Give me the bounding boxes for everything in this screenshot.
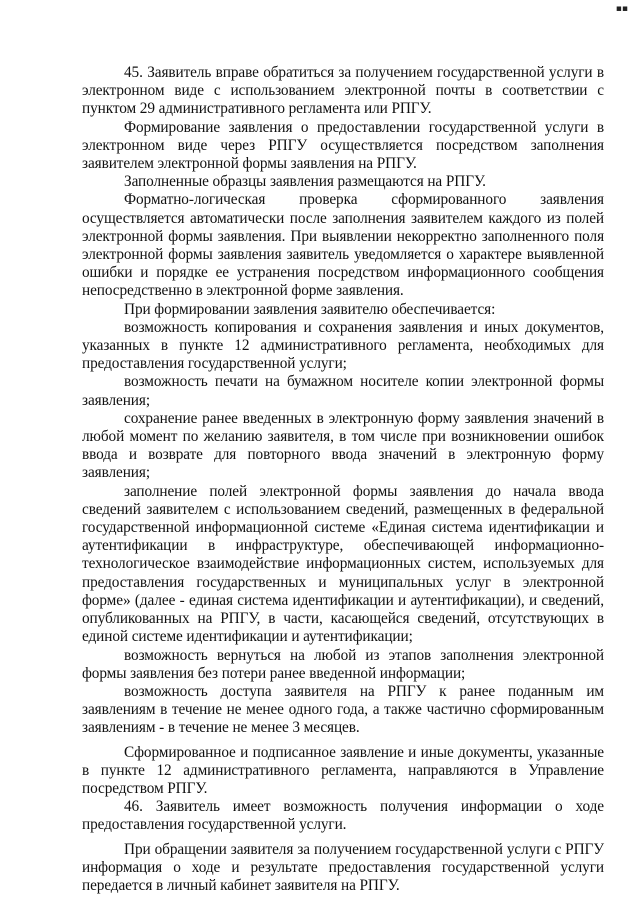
- paragraph-46: 46. Заявитель имеет возможность получения информации о ходе предоставления государственной услуги.: [82, 798, 604, 834]
- paragraph-submitted: Сформированное и подписанное заявление и иные документы, указанные в пункте 12 административного регламента, направляются в Управление посредством РПГУ.: [82, 743, 604, 797]
- paragraph-format-check: Форматно-логическая проверка сформированного заявления осуществляется автоматически после заполнения заявителем каждого из полей электронной формы заявления. При выявлении некорректно заполненного поля электронной формы заявления заявитель уведомляется о характере выявленной ошибки и порядке ее устранения посредством информационного сообщения непосредственно в электронной форме заявления.: [82, 191, 604, 300]
- list-item-autofill: заполнение полей электронной формы заявления до начала ввода сведений заявителем с использованием сведений, размещенных в федеральной государственной информационной системе «Единая система идентификации и аутентификации в инфраструктуре, обеспечивающей информационно-технологическое взаимодействие информационных систем, используемых для предоставления государственных и муниципальных услуг в электронной форме» (далее - единая система идентификации и аутентификации), и сведений, опубликованных на РПГУ, в части, касающейся сведений, отсутствующих в единой системе идентификации и аутентификации;: [82, 482, 604, 646]
- list-item-return: возможность вернуться на любой из этапов заполнения электронной формы заявления без потери ранее введенной информации;: [82, 646, 604, 682]
- paragraph-forming-application: Формирование заявления о предоставлении государственной услуги в электронном виде через РПГУ осуществляется посредством заполнения заявителем электронной формы заявления на РПГУ.: [82, 118, 604, 173]
- paragraph-45: 45. Заявитель вправе обратиться за получением государственной услуги в электронном виде с использованием электронной почты в соответствии с пунктом 29 административного регламента или РПГУ.: [82, 64, 604, 118]
- corner-mark: ▪▪: [615, 4, 628, 14]
- list-item-printing: возможность печати на бумажном носителе копии электронной формы заявления;: [82, 373, 604, 409]
- list-item-copying: возможность копирования и сохранения заявления и иных документов, указанных в пункте 12 административного регламента, необходимых для предоставления государственной услуги;: [82, 318, 604, 373]
- list-item-saving: сохранение ранее введенных в электронную форму заявления значений в любой момент по желанию заявителя, в том числе при возникновении ошибок ввода и возврате для повторного ввода значений в электронную форму заявления;: [82, 409, 604, 482]
- paragraph-samples: Заполненные образцы заявления размещаются на РПГУ.: [124, 173, 486, 191]
- document-page: [82, 64, 604, 895]
- paragraph-personal-account: При обращении заявителя за получением государственной услуги с РПГУ информация о ходе и результате предоставления государственной услуги передается в личный кабинет заявителя на РПГУ.: [82, 840, 604, 894]
- list-item-access: возможность доступа заявителя на РПГУ к ранее поданным им заявлениям в течение не менее одного года, а также частично сформированным заявлениям - в течение не менее 3 месяцев.: [82, 682, 604, 737]
- paragraph-provided-intro: При формировании заявления заявителю обеспечивается:: [124, 300, 496, 318]
